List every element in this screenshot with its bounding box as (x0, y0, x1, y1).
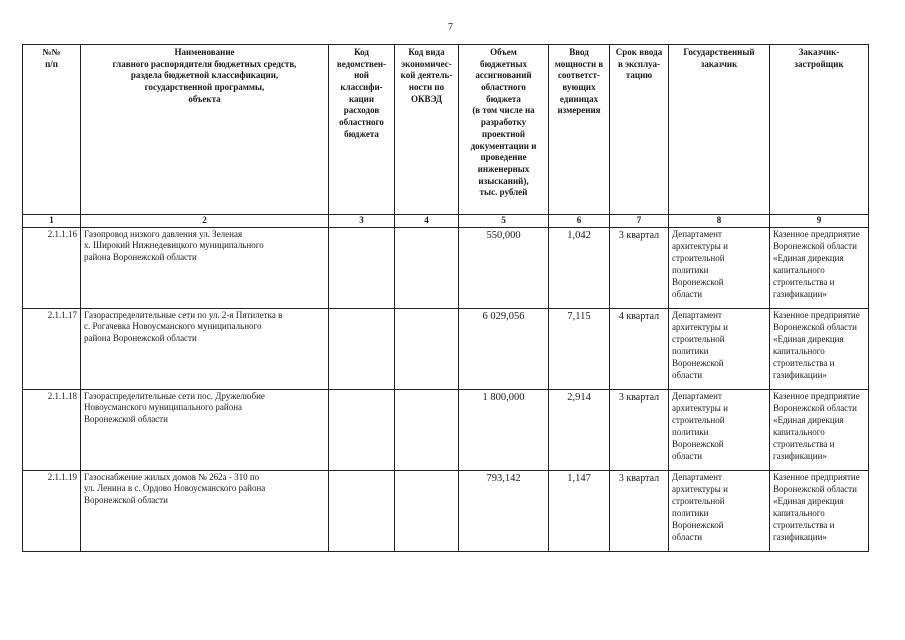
capacity-cell: 7,115 (549, 308, 610, 389)
column-number-row (23, 215, 869, 228)
header-cell-number: №№ п/п (23, 45, 81, 215)
table-row (23, 308, 869, 389)
capacity-cell: 1,147 (549, 470, 610, 551)
header-cell-gov-customer: Государственный заказчик (669, 45, 770, 215)
volume-cell: 1 800,000 (459, 389, 549, 470)
header-cell-volume: Объем бюджетных ассигнований областного бюджета (в том числе на разработку проектной документации и проведение инженерных изысканий), тыс. рублей (459, 45, 549, 215)
column-number: 9 (770, 215, 869, 228)
capacity-cell: 1,042 (549, 227, 610, 308)
column-number: 4 (395, 215, 459, 228)
object-name (81, 470, 329, 551)
row-number: 2.1.1.18 (23, 389, 81, 470)
gov-customer-cell: Департамент архитектуры и строительной политики Воронежской области (669, 227, 770, 308)
object-name (81, 389, 329, 470)
developer-cell: Казенное предприятие Воронежской области «Единая дирекция капитального строительства и газификации» (770, 389, 869, 470)
header-cell-developer: Заказчик- застройщик (770, 45, 869, 215)
column-number: 1 (23, 215, 81, 228)
term-cell: 3 квартал (610, 389, 669, 470)
term-cell: 4 квартал (610, 308, 669, 389)
column-number: 8 (669, 215, 770, 228)
column-number: 7 (610, 215, 669, 228)
object-name-text: Газораспределительные сети по ул. 2-я Пятилетка в с. Рогачевка Новоусманского муниципального района Воронежской области (84, 309, 283, 344)
page-number: 7 (448, 22, 453, 33)
gov-customer-cell: Департамент архитектуры и строительной политики Воронежской области (669, 389, 770, 470)
vedom-code-cell (329, 389, 395, 470)
header-row (23, 45, 869, 215)
object-name-text: Газораспределительные сети пос. Дружелюбие Новоусманского муниципального района Воронежской области (84, 390, 265, 425)
header-cell-term: Срок ввода в эксплуа- тацию (610, 45, 669, 215)
developer-cell: Казенное предприятие Воронежской области «Единая дирекция капитального строительства и газификации» (770, 470, 869, 551)
object-name (81, 308, 329, 389)
row-number: 2.1.1.16 (23, 227, 81, 308)
term-cell: 3 квартал (610, 227, 669, 308)
okved-cell (395, 470, 459, 551)
table-row (23, 470, 869, 551)
vedom-code-cell (329, 470, 395, 551)
column-number: 3 (329, 215, 395, 228)
vedom-code-cell (329, 227, 395, 308)
header-cell-vedom-code: Код ведомствен- ной классифи- кации расходов областного бюджета (329, 45, 395, 215)
volume-cell: 550,000 (459, 227, 549, 308)
okved-cell (395, 308, 459, 389)
row-number: 2.1.1.17 (23, 308, 81, 389)
okved-cell (395, 227, 459, 308)
developer-cell: Казенное предприятие Воронежской области «Единая дирекция капитального строительства и газификации» (770, 308, 869, 389)
object-name-text: Газопровод низкого давления ул. Зеленая х. Широкий Нижнедевицкого муниципального района Воронежской области (84, 228, 264, 263)
table-row (23, 227, 869, 308)
gov-customer-cell: Департамент архитектуры и строительной политики Воронежской области (669, 470, 770, 551)
column-number: 5 (459, 215, 549, 228)
header-cell-capacity: Ввод мощности в соответст- вующих единицах измерения (549, 45, 610, 215)
table-row (23, 389, 869, 470)
volume-cell: 793,142 (459, 470, 549, 551)
volume-cell: 6 029,056 (459, 308, 549, 389)
term-cell: 3 квартал (610, 470, 669, 551)
row-number: 2.1.1.19 (23, 470, 81, 551)
header-cell-okved: Код вида экономичес- кой деятель- ности по ОКВЭД (395, 45, 459, 215)
developer-cell: Казенное предприятие Воронежской области «Единая дирекция капитального строительства и газификации» (770, 227, 869, 308)
vedom-code-cell (329, 308, 395, 389)
column-number: 2 (81, 215, 329, 228)
header-cell-name: Наименование главного распорядителя бюджетных средств, раздела бюджетной классификации, государственной программы, объекта (81, 45, 329, 215)
column-number: 6 (549, 215, 610, 228)
okved-cell (395, 389, 459, 470)
object-name-text: Газоснабжение жилых домов № 262а - 310 по ул. Ленина в с. Ордово Новоусманского района Воронежской области (84, 471, 266, 506)
gov-customer-cell: Департамент архитектуры и строительной политики Воронежской области (669, 308, 770, 389)
capacity-cell: 2,914 (549, 389, 610, 470)
budget-table (22, 44, 869, 552)
object-name (81, 227, 329, 308)
